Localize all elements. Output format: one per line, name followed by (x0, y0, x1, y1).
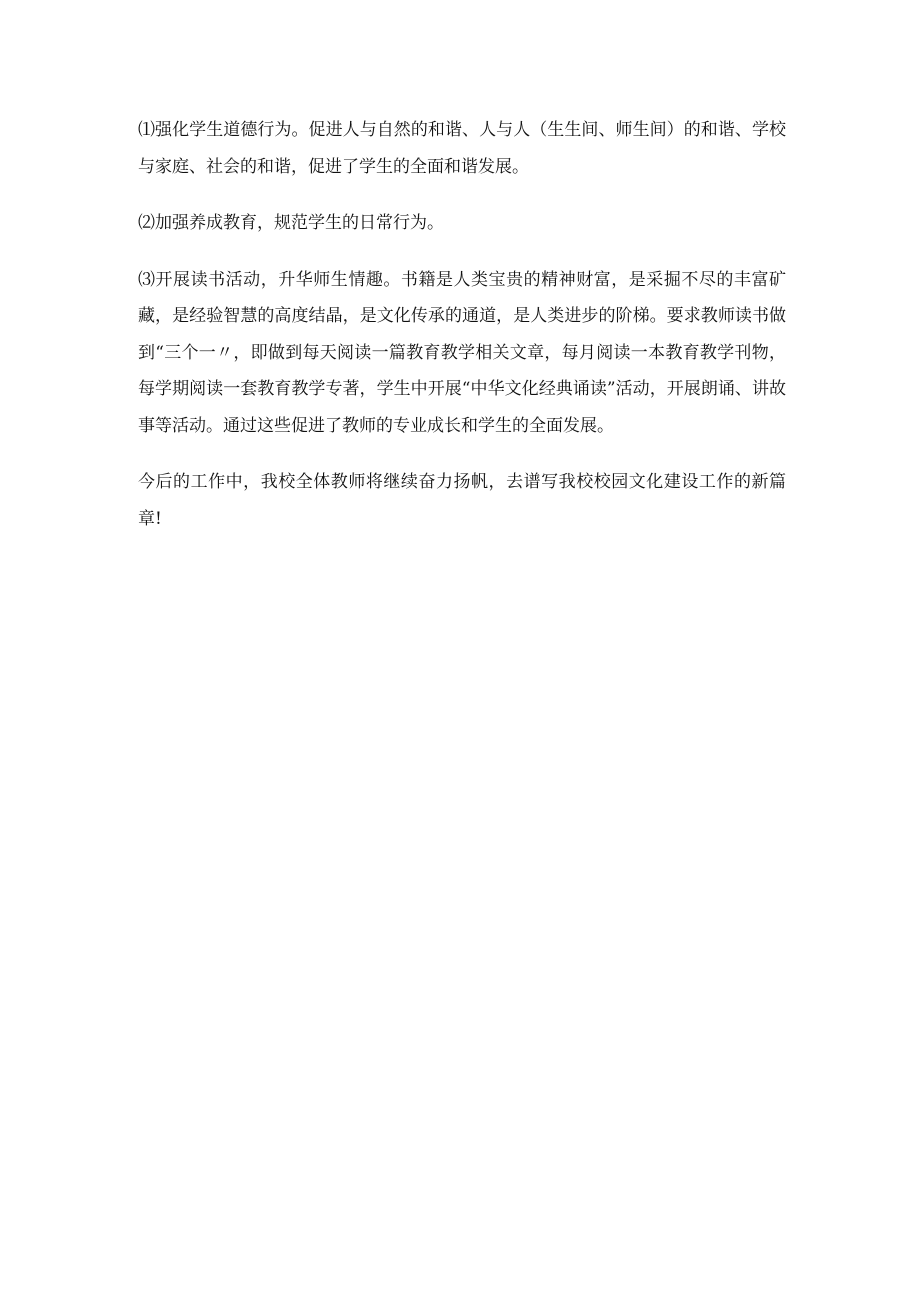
paragraph-habit-education: ⑵加强养成教育，规范学生的日常行为。 (138, 213, 444, 233)
paragraph-reading-activities: ⑶开展读书活动，升华师生情趣。书籍是人类宝贵的精神财富，是采掘不尽的丰富矿藏，是经验智慧的高度结晶，是文化传承的通道，是人类进步的阶梯。要求教师读书做到“三个一〃，即做到每天阅读一篇教育教学相关文章，每月阅读一本教育教学刊物，每学期阅读一套教育教学专著，学生中开展“中华文化经典诵读”活动，开展朗诵、讲故事等活动。通过这些促进了教师的专业成长和学生的全面发展。 (138, 269, 786, 436)
paragraph-conclusion: 今后的工作中，我校全体教师将继续奋力扬帆，去谱写我校校园文化建设工作的新篇章! (138, 472, 786, 529)
paragraph-moral-behavior: ⑴强化学生道德行为。促进人与自然的和谐、人与人（生生间、师生间）的和谐、学校与家庭、社会的和谐，促进了学生的全面和谐发展。 (138, 120, 786, 177)
document-body (138, 112, 786, 557)
